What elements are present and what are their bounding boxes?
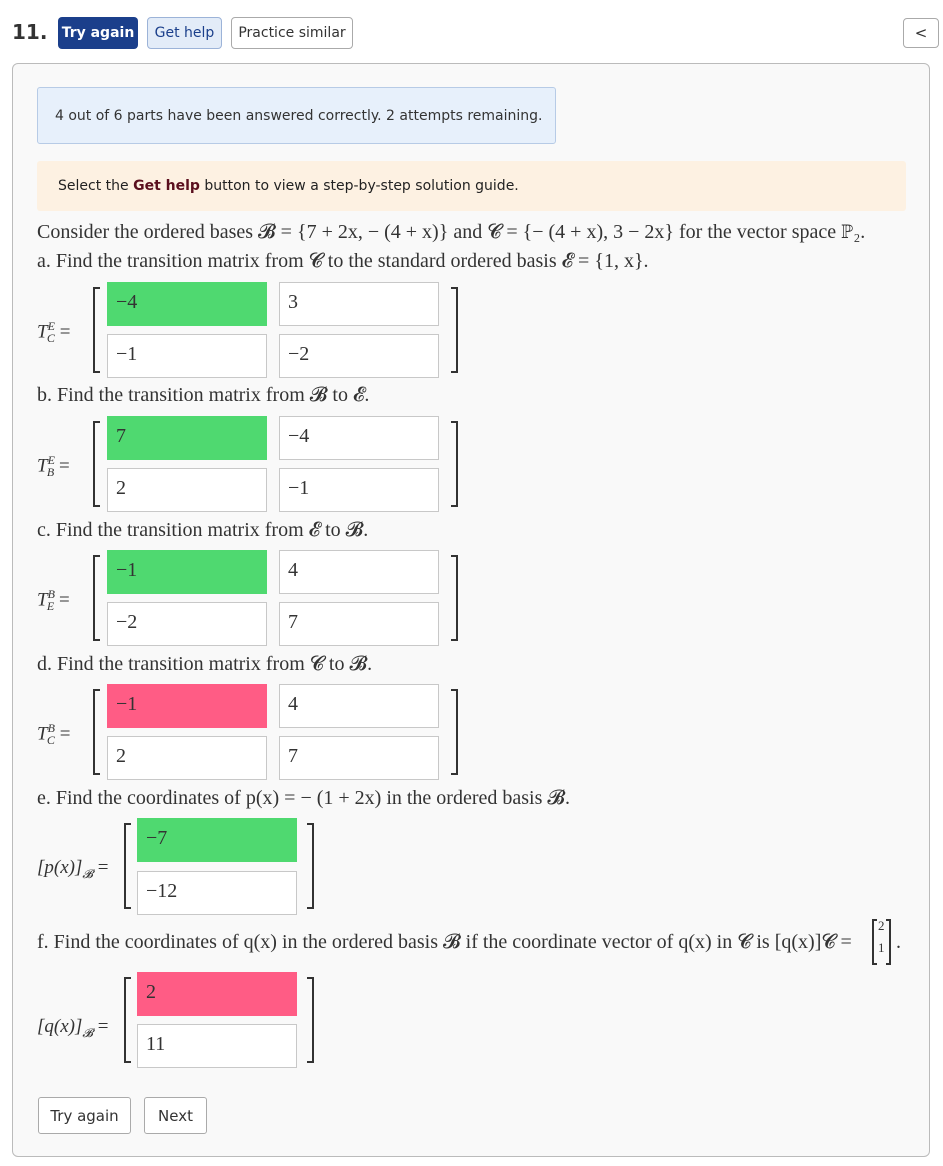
problem-intro: Consider the ordered bases 𝓑 = {7 + 2x, − (4 + x)} and 𝓒 = {− (4 + x), 3 − 2x} for the vector space ℙ₂.	[37, 221, 866, 243]
cell-c-11[interactable]: −1	[107, 550, 267, 594]
cell-b-22[interactable]: −1	[279, 468, 439, 512]
cell-a-11[interactable]: −4	[107, 282, 267, 326]
vector-bracket-right	[886, 919, 891, 965]
footer-try-again-button[interactable]: Try again	[38, 1097, 131, 1134]
part-b-prompt: b. Find the transition matrix from 𝓑 to 𝓔.	[37, 384, 370, 406]
cell-b-21[interactable]: 2	[107, 468, 267, 512]
matrix-bracket-left	[93, 421, 100, 507]
vector-bracket-left	[872, 919, 877, 965]
question-number: 11.	[12, 20, 48, 44]
back-button[interactable]	[903, 18, 939, 48]
status-message: 4 out of 6 parts have been answered correctly. 2 attempts remaining.	[37, 87, 556, 144]
cell-b-11[interactable]: 7	[107, 416, 267, 460]
part-c-label: $T^B_E$ =	[37, 587, 70, 614]
period: .	[896, 931, 901, 953]
part-d-label: $T^B_C$ =	[37, 721, 71, 748]
part-a-prompt: a. Find the transition matrix from 𝓒 to the standard ordered basis 𝓔 = {1, x}.	[37, 250, 649, 272]
get-help-button[interactable]: Get help	[147, 17, 222, 49]
matrix-bracket-right	[451, 421, 458, 507]
given-vector-entry-2: 1	[878, 940, 885, 955]
cell-c-22[interactable]: 7	[279, 602, 439, 646]
part-f-prompt: f. Find the coordinates of q(x) in the ordered basis 𝓑 if the coordinate vector of q(x) in 𝓒 is [q(x)]𝓒 =	[37, 931, 852, 953]
part-f-label: $[q(x)]_𝓑$ =	[37, 1016, 109, 1040]
part-c-prompt: c. Find the transition matrix from 𝓔 to 𝓑.	[37, 519, 369, 541]
cell-c-21[interactable]: −2	[107, 602, 267, 646]
next-button[interactable]: Next	[144, 1097, 207, 1134]
try-again-button[interactable]: Try again	[58, 17, 138, 49]
chevron-left-icon: <	[914, 24, 928, 42]
cell-a-12[interactable]: 3	[279, 282, 439, 326]
matrix-bracket-right	[451, 555, 458, 641]
hint-bold: Get help	[133, 178, 200, 194]
hint-prefix: Select the	[58, 178, 129, 194]
hint-suffix: button to view a step-by-step solution guide.	[204, 178, 519, 194]
matrix-bracket-left	[124, 977, 131, 1063]
cell-d-21[interactable]: 2	[107, 736, 267, 780]
matrix-bracket-left	[93, 287, 100, 373]
cell-a-22[interactable]: −2	[279, 334, 439, 378]
cell-e-2[interactable]: −12	[137, 871, 297, 915]
cell-a-21[interactable]: −1	[107, 334, 267, 378]
matrix-bracket-left	[93, 689, 100, 775]
matrix-bracket-right	[307, 823, 314, 909]
matrix-bracket-right	[307, 977, 314, 1063]
part-d-prompt: d. Find the transition matrix from 𝓒 to 𝓑.	[37, 653, 373, 675]
cell-d-11[interactable]: −1	[107, 684, 267, 728]
part-e-prompt: e. Find the coordinates of p(x) = − (1 + 2x) in the ordered basis 𝓑.	[37, 787, 571, 809]
cell-f-2[interactable]: 11	[137, 1024, 297, 1068]
practice-similar-button[interactable]: Practice similar	[231, 17, 353, 49]
matrix-bracket-left	[124, 823, 131, 909]
cell-f-1[interactable]: 2	[137, 972, 297, 1016]
hint-banner	[37, 161, 906, 211]
cell-e-1[interactable]: −7	[137, 818, 297, 862]
part-e-label: $[p(x)]_𝓑$ =	[37, 857, 109, 881]
cell-b-12[interactable]: −4	[279, 416, 439, 460]
part-a-label: $T^E_C$ =	[37, 319, 71, 346]
part-b-label: $T^E_B$ =	[37, 453, 70, 480]
matrix-bracket-right	[451, 287, 458, 373]
cell-c-12[interactable]: 4	[279, 550, 439, 594]
cell-d-12[interactable]: 4	[279, 684, 439, 728]
matrix-bracket-left	[93, 555, 100, 641]
cell-d-22[interactable]: 7	[279, 736, 439, 780]
matrix-bracket-right	[451, 689, 458, 775]
given-vector-entry-1: 2	[878, 918, 885, 933]
